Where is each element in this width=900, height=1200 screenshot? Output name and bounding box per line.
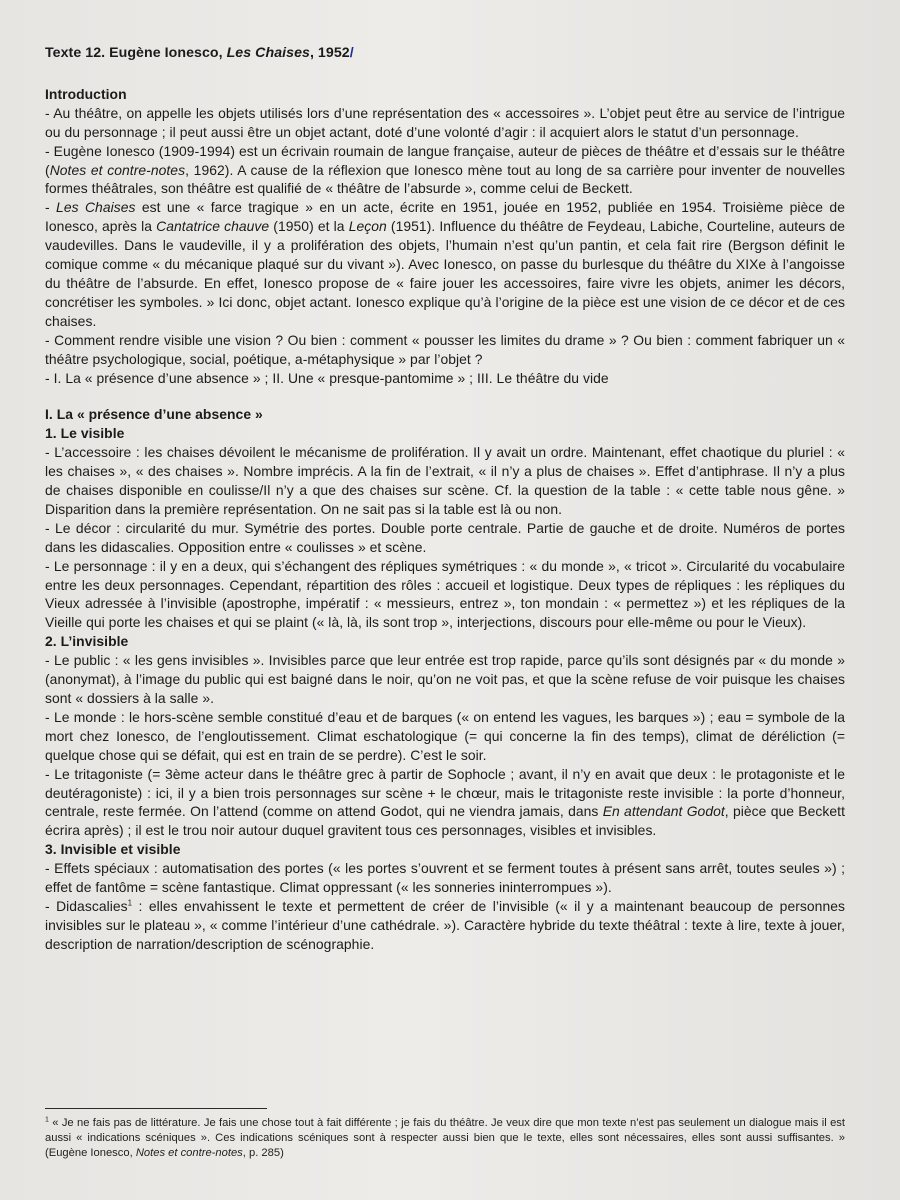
s2-p3-a: - Le tritagoniste (= 3ème acteur dans le théâtre grec à partir de Sophocle ; avant, il n’y en avait que deux : le protagoniste et le deutéragoniste) : ici, il y a bien trois personnages sur scène + le chœur, mais le tritagoniste reste invisible : la porte d’honneur, centrale, reste fermée. On l’attend (comme on attend Godot, qui ne viendra jamais, dans	[45, 765, 845, 820]
intro-p2-text-c: , 1962). A cause de la réflexion que Ionesco mène tout au long de sa carrière pour inventer de nouvelles formes théâtrales, son théâtre est qualifié de « théâtre de l’absurde », comme celui de Beckett.	[45, 161, 845, 197]
title-prefix: Texte 12. Eugène Ionesco,	[45, 45, 227, 61]
s3-p2-a: - Didascalies	[45, 897, 128, 914]
section-3-paragraph-2	[45, 897, 845, 954]
intro-p3-italic-cantatrice: Cantatrice chauve	[156, 218, 270, 235]
section-1-paragraph-2: - Le décor : circularité du mur. Symétrie des portes. Double porte centrale. Partie de gauche et de droite. Numéros de portes dans les didascalies. Opposition entre « coulisses » et scène.	[45, 519, 845, 555]
section-2-paragraph-2: - Le monde : le hors-scène semble constitué d’eau et de barques (« on entend les vagues, les barques ») ; eau = symbole de la mort chez Ionesco, de l’engloutissement. Climat eschatologique (= qui concerne la fin des temps), climat de déréliction (= quelque chose qui se défait, qui est en train de se perdre). C’est le soir.	[45, 708, 845, 763]
intro-p3-g: (1951). Influence du théâtre de Feydeau, Labiche, Courteline, auteurs de vaudevilles. Dans le vaudeville, il y a prolifération des objets, l’humain n’est qu’un pantin, et cela fait rire (Bergson définit le comique comme « du mécanique plaqué sur du vivant »). Avec Ionesco, on passe du burlesque du théâtre du XIXe à l’angoisse du théâtre de l’absurde. En effet, Ionesco propose de « faire jouer les accessoires, faire vivre les objets, animer les décors, concrétiser les symboles. » Ici donc, objet actant. Ionesco explique qu’à l’origine de la pièce est une vision de ce décor et de ces chaises.	[45, 218, 846, 329]
section-gap	[45, 387, 845, 405]
s2-p3-italic-godot: En attendant Godot	[602, 803, 725, 820]
footnote-italic: Notes et contre-notes	[135, 1147, 243, 1159]
intro-p3-italic-work: Les Chaises	[56, 199, 136, 216]
intro-paragraph-3	[45, 198, 845, 330]
intro-paragraph-2	[45, 142, 845, 199]
intro-p2-text-a: - Eugène Ionesco (1909-1994) est un écrivain roumain de langue française, auteur de pièces de théâtre et d’essais sur le théâtre (	[45, 142, 845, 178]
section-1-heading: 1. Le visible	[45, 425, 125, 442]
document-title	[45, 44, 845, 63]
intro-p2-italic: Notes et contre-notes	[49, 161, 186, 178]
footnote	[45, 1116, 845, 1161]
intro-paragraph-4: - Comment rendre visible une vision ? Ou bien : comment « pousser les limites du drame » ? Ou bien : comment fabriquer un « théâtre psychologique, social, poétique, a-métaphysique » par l’objet ?	[45, 331, 845, 367]
intro-p3-e: (1950) et la	[269, 218, 349, 235]
handwritten-mark: /	[349, 45, 354, 61]
s3-p2-b: : elles envahissent le texte et permettent de créer de l’invisible (« il y a maintenant beaucoup de personnes invisibles sur le plateau », « comme l’intérieur d’une cathédrale. »). Caractère hybride du texte théâtral : texte à lire, texte à jouer, description de narration/description de scénographie.	[45, 897, 845, 952]
intro-heading: Introduction	[45, 85, 127, 102]
section-2-paragraph-3	[45, 765, 845, 841]
footnote-reference: 1	[127, 898, 133, 908]
section-3-heading: 3. Invisible et visible	[45, 841, 181, 858]
document-body	[45, 44, 845, 954]
title-work: Les Chaises	[226, 45, 310, 61]
section-1-paragraph-3: - Le personnage : il y en a deux, qui s’échangent des répliques symétriques : « du monde », « tricot ». Circularité du vocabulaire entre les deux personnages. Cependant, répartition des rôles : accueil et logistique. Deux types de répliques : les répliques du Vieux adressée à l’invisible (apostrophe, impératif : « messieurs, entrez », ton mondain : « permettez ») et les répliques de la Vieille qui porte les chaises et qui se plaint (« là, là, ils sont trop », interjections, discours pour elle-même ou pour le Vieux).	[45, 557, 845, 631]
footnote-divider	[45, 1108, 267, 1109]
intro-p3-a: -	[45, 199, 57, 216]
footnote-number: 1	[45, 1116, 49, 1124]
footnote-text-a: « Je ne fais pas de littérature. Je fais une chose tout à fait différente ; je fais du théâtre. Je veux dire que mon texte n’est pas seulement un dialogue mais il est aussi « indications scéniques ». Ces indications scéniques sont à respecter aussi bien que le texte, elles sont nécessaires, elles sont aussi suffisantes. » (Eugène Ionesco,	[45, 1117, 845, 1159]
section-1-paragraph-1: - L’accessoire : les chaises dévoilent le mécanisme de prolifération. Il y avait un ordre. Maintenant, effet chaotique du pluriel : « les chaises », « des chaises ». Nombre imprécis. A la fin de l’extrait, « il n’y a plus de chaises ». Effet d’antiphrase. Il n’y a plus de chaises disponible en coulisse/Il n’y a que des chaises sur scène. Cf. la question de la table : « cette table nous gêne. » Disparition dans la première représentation. On ne sait pas si la table est là ou non.	[45, 444, 845, 517]
intro-paragraph-1: - Au théâtre, on appelle les objets utilisés lors d’une représentation des « accessoires ». L’objet peut être au service de l’intrigue ou du personnage ; il peut aussi être un objet actant, doté d’une volonté d’agir : il acquiert alors le statut d’un personnage.	[45, 104, 845, 140]
intro-p3-italic-lecon: Leçon	[348, 218, 387, 235]
section-2-paragraph-1: - Le public : « les gens invisibles ». Invisibles parce que leur entrée est trop rapide, parce qu’ils sont désignés par « du monde » (anonymat), à l’image du public qui est baigné dans le noir, qu’on ne voit pas, et que la scène refuse de voir puisque les chaises sont « dossiers à la salle ».	[45, 652, 845, 706]
intro-p3-c: est une « farce tragique » en un acte, écrite en 1951, jouée en 1952, publiée en 1954. Troisième pièce de Ionesco, après la	[45, 199, 845, 235]
title-year: , 1952	[309, 45, 350, 61]
s2-p3-c: , pièce que Beckett écrira après) ; il est le trou noir autour duquel gravitent tous ces personnages, visibles et invisibles.	[45, 803, 845, 839]
section-3-paragraph-1: - Effets spéciaux : automatisation des portes (« les portes s’ouvrent et se ferment toutes à présent sans arrêt, toutes seules ») ; effet de fantôme = scène fantastique. Climat oppressant (« les sonneries ininterrompues »).	[45, 860, 845, 896]
section-2-heading: 2. L’invisible	[45, 633, 129, 650]
footnote-text-c: , p. 285)	[242, 1147, 284, 1159]
intro-paragraph-5: - I. La « présence d’une absence » ; II. Une « presque-pantomime » ; III. Le théâtre du vide	[45, 369, 609, 386]
part1-heading: I. La « présence d’une absence »	[45, 406, 263, 423]
